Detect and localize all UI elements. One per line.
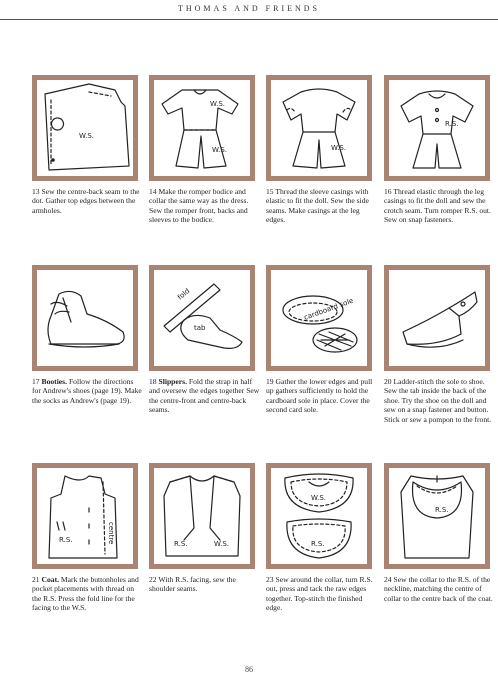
step-number: 22 (149, 575, 157, 584)
cardboard-sole-label: cardboard sole (302, 296, 355, 322)
collar-attached-diagram (389, 468, 485, 564)
cardboard-sole-diagram (271, 270, 367, 366)
step-17-caption (32, 377, 144, 405)
step-text: Gather the lower edges and pull up gathers sufficiently to hold the cardboard sole in place. Cover the second card sole. (266, 377, 373, 415)
ws-label-2: W.S. (212, 146, 228, 154)
step-number: 19 (266, 377, 274, 386)
step-text: Mark the buttonholes and pocket placements with thread on the R.S. Press the fold line for the facing to the W.S. (32, 575, 139, 613)
step-13-illustration (32, 75, 138, 181)
step-22-illustration (149, 463, 255, 569)
step-text: With R.S. facing, sew the shoulder seams. (149, 575, 236, 594)
step-24-illustration (384, 463, 490, 569)
step-text: Ladder-stitch the sole to shoe. Sew the tab inside the back of the shoe. Try the shoe on the doll and sew on a snap fastener and button. Stick or sew a pompon to the front. (384, 377, 492, 424)
centre-label: centre (107, 522, 115, 545)
rs-label: R.S. (59, 536, 73, 544)
step-15-caption (266, 187, 378, 225)
step-text: Fold the strap in half and oversew the edges together Sew the centre-front and centre-back seams. (149, 377, 260, 415)
page-number: 86 (245, 665, 253, 674)
ws-label: W.S. (311, 494, 327, 502)
step-text: Sew around the collar, turn R.S. out, press and tack the raw edges together. Top-stitch the finished edge. (266, 575, 373, 613)
step-14-illustration (149, 75, 255, 181)
tab-label: tab (194, 324, 206, 332)
step-24-caption (384, 575, 496, 603)
step-number: 17 (32, 377, 40, 386)
step-number: 23 (266, 575, 274, 584)
step-15-illustration (266, 75, 372, 181)
step-number: 13 (32, 187, 40, 196)
step-title: Slippers. (158, 377, 187, 386)
step-22-caption (149, 575, 261, 594)
step-23-illustration (266, 463, 372, 569)
step-17-illustration (32, 265, 138, 371)
finished-slipper-diagram (389, 270, 485, 366)
ws-label: W.S. (214, 540, 230, 548)
step-21-illustration (32, 463, 138, 569)
step-number: 18 (149, 377, 157, 386)
coat-shoulders-diagram (154, 468, 250, 564)
rs-label: R.S. (311, 540, 325, 548)
fold-label: fold (176, 286, 192, 302)
romper-finished-diagram (389, 80, 485, 176)
ws-label: W.S. (331, 144, 347, 152)
slipper-diagram (154, 270, 250, 366)
step-20-caption (384, 377, 496, 424)
step-14-caption (149, 187, 261, 225)
rs-label: R.S. (435, 506, 449, 514)
step-text: Make the romper bodice and collar the same way as the dress. Sew the romper front, backs and sleeves to the bodice. (149, 187, 249, 225)
step-text: Follow the directions for Andrew's shoes (page 19). Make the socks as Andrew's (page 19). (32, 377, 142, 405)
step-18-illustration (149, 265, 255, 371)
step-19-caption (266, 377, 378, 415)
step-number: 24 (384, 575, 392, 584)
bodice-back-diagram (37, 80, 133, 176)
header-rule (0, 19, 498, 20)
romper-front-diagram (154, 80, 250, 176)
step-text: Sew the centre-back seam to the dot. Gather top edges between the armholes. (32, 187, 140, 215)
step-16-caption (384, 187, 496, 225)
step-18-caption (149, 377, 261, 415)
collar-diagram (271, 468, 367, 564)
step-title: Booties. (41, 377, 68, 386)
step-text: Thread the sleeve casings with elastic to fit the doll. Sew the side seams. Make casings at the leg edges. (266, 187, 369, 225)
step-19-illustration (266, 265, 372, 371)
romper-sleeves-diagram (271, 80, 367, 176)
ws-label: W.S. (210, 100, 226, 108)
step-text: Thread elastic through the leg casings to fit the doll and sew the crotch seam. Turn romper R.S. out. Sew on snap fasteners. (384, 187, 491, 225)
bootie-diagram (37, 270, 133, 366)
step-number: 21 (32, 575, 40, 584)
step-title: Coat. (41, 575, 60, 584)
running-title: THOMAS AND FRIENDS (177, 4, 320, 13)
step-text: Sew the collar to the R.S. of the neckline, matching the centre of collar to the centre back of the coat. (384, 575, 493, 603)
step-number: 20 (384, 377, 392, 386)
rs-label: R.S. (445, 120, 459, 128)
step-21-caption (32, 575, 144, 613)
page-header (0, 0, 498, 40)
step-16-illustration (384, 75, 490, 181)
step-number: 14 (149, 187, 157, 196)
coat-front-diagram (37, 468, 133, 564)
step-number: 16 (384, 187, 392, 196)
step-number: 15 (266, 187, 274, 196)
step-23-caption (266, 575, 378, 613)
step-13-caption (32, 187, 144, 215)
ws-label: W.S. (79, 132, 95, 140)
step-20-illustration (384, 265, 490, 371)
rs-label: R.S. (174, 540, 188, 548)
